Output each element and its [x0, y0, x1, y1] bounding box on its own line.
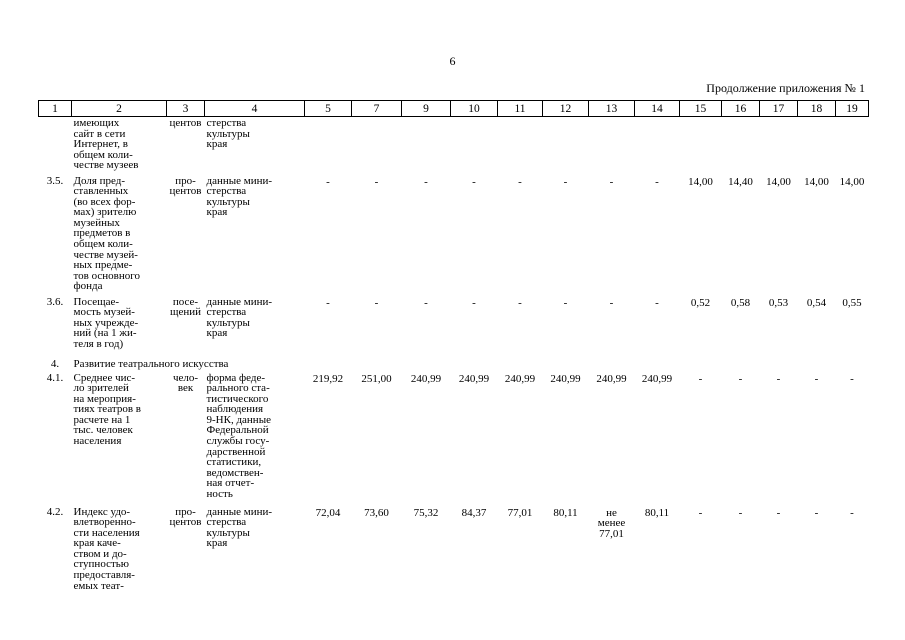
column-header-17: 17 — [760, 101, 798, 117]
value-col-11: 240,99 — [504, 372, 536, 385]
value-col-11: - — [518, 296, 522, 309]
value-col-17 — [760, 117, 798, 175]
value-col-16: - — [738, 372, 743, 385]
section-row — [39, 358, 869, 372]
table-row — [39, 372, 869, 506]
value-col-19: - — [850, 372, 854, 385]
value-col-16: 0,58 — [730, 296, 751, 309]
column-header-4: 4 — [205, 101, 305, 117]
value-col-7: - — [374, 175, 379, 188]
column-header-12: 12 — [543, 101, 589, 117]
column-header-11: 11 — [498, 101, 543, 117]
unit-of-measure: чело- век — [172, 371, 199, 395]
column-header-19: 19 — [836, 101, 869, 117]
value-col-7: 73,60 — [364, 506, 389, 519]
value-col-15: - — [698, 506, 703, 519]
value-col-12: 80,11 — [553, 506, 578, 519]
value-col-9: - — [424, 296, 428, 309]
indicator-name: имеющих сайт в сети Интернет, в общем коли- честве музеев — [73, 117, 139, 172]
value-col-10 — [451, 117, 498, 175]
column-header-14: 14 — [635, 101, 680, 117]
indicator-name: Индекс удо- влетвореннo- сти населения края каче- ством и до- ступностью предоставля- емых теат- — [73, 505, 140, 592]
column-header-5: 5 — [305, 101, 352, 117]
unit-of-measure: посе- щений — [169, 295, 201, 319]
value-col-13 — [589, 117, 635, 175]
value-col-13: - — [609, 296, 614, 309]
indicators-table — [38, 100, 869, 601]
value-col-5: 219,92 — [312, 372, 344, 385]
value-col-15: 0,52 — [690, 296, 711, 309]
table-body — [39, 117, 869, 601]
table-row — [39, 296, 869, 358]
value-col-17: - — [776, 372, 781, 385]
value-col-14: - — [655, 296, 659, 309]
value-col-12 — [543, 117, 589, 175]
value-col-19 — [836, 117, 869, 175]
value-col-18: 0,54 — [806, 296, 827, 309]
value-col-7 — [352, 117, 402, 175]
value-col-18: - — [814, 506, 819, 519]
table-row — [39, 175, 869, 296]
value-col-5: 72,04 — [315, 506, 341, 519]
page-number: 6 — [449, 54, 456, 68]
row-number: 3.6. — [46, 295, 64, 308]
value-col-15: 14,00 — [688, 175, 713, 188]
unit-of-measure: про- центов — [169, 174, 202, 198]
value-col-19: 0,55 — [842, 296, 862, 309]
column-header-15: 15 — [680, 101, 722, 117]
value-col-5: - — [326, 296, 330, 309]
indicator-name: Среднее чис- ло зрителей на мероприя- тиях театров в расчете на 1 тыс. человек населения — [73, 371, 142, 448]
unit-of-measure: про- центов — [169, 505, 202, 529]
value-col-17: 0,53 — [768, 296, 789, 309]
row-number: 4.2. — [46, 505, 64, 518]
value-col-13: - — [609, 175, 614, 188]
column-header-9: 9 — [402, 101, 451, 117]
row-number — [39, 117, 72, 175]
value-col-14: 240,99 — [641, 372, 673, 385]
data-source: данные мини- стерства культуры края — [206, 295, 273, 340]
value-col-13: 240,99 — [596, 372, 627, 385]
column-header-18: 18 — [798, 101, 836, 117]
value-col-15: - — [698, 372, 703, 385]
value-col-11: 77,01 — [507, 506, 533, 519]
column-header-16: 16 — [722, 101, 760, 117]
value-col-7: 251,00 — [361, 372, 392, 385]
data-source: форма феде- рального ста- тистического наблюдения 9-НК, данные Федеральной службы госу- дарственной статистики, ведомствен- ная отчет- ность — [206, 371, 271, 501]
value-col-9 — [402, 117, 451, 175]
value-col-9: 240,99 — [410, 372, 442, 385]
value-col-13: не менее 77,01 — [597, 506, 626, 540]
column-header-10: 10 — [451, 101, 498, 117]
header-row — [39, 101, 869, 117]
value-col-18: 14,00 — [804, 175, 829, 188]
value-col-10: 240,99 — [458, 372, 490, 385]
column-header-2: 2 — [72, 101, 167, 117]
unit-of-measure: центов — [169, 117, 202, 129]
column-header-13: 13 — [589, 101, 635, 117]
section-title: Развитие театрального искусства — [73, 357, 229, 370]
value-col-16: 14,40 — [728, 175, 753, 188]
row-number: 4.1. — [46, 371, 64, 384]
value-col-14 — [635, 117, 680, 175]
appendix-continuation-label: Продолжение приложения № 1 — [706, 81, 865, 95]
value-col-7: - — [374, 296, 379, 309]
table-row — [39, 117, 869, 175]
value-col-10: - — [472, 296, 476, 309]
value-col-18: - — [814, 372, 819, 385]
value-col-11 — [498, 117, 543, 175]
value-col-19: - — [850, 506, 854, 519]
table-row — [39, 506, 869, 601]
indicator-name: Доля пред- ставленных (во всех фор- мах) зрителю музейных предметов в общем коли- честве музей- ных предме- тов основного фонда — [73, 174, 140, 293]
value-col-9: - — [424, 175, 428, 188]
data-source: данные мини- стерства культуры края — [206, 174, 273, 219]
indicator-name: Посещае- мость музей- ных учрежде- ний (на 1 жи- теля в год) — [73, 295, 139, 350]
value-col-16 — [722, 117, 760, 175]
value-col-17: - — [776, 506, 781, 519]
value-col-16: - — [738, 506, 743, 519]
row-number: 3.5. — [46, 174, 64, 187]
value-col-19: 14,00 — [839, 175, 865, 188]
data-source: данные мини- стерства культуры края — [206, 505, 273, 550]
value-col-5 — [305, 117, 352, 175]
column-header-3: 3 — [167, 101, 205, 117]
value-col-12: - — [563, 175, 568, 188]
value-col-11: - — [518, 175, 522, 188]
value-col-18 — [798, 117, 836, 175]
value-col-14: - — [655, 175, 659, 188]
value-col-10: - — [472, 175, 476, 188]
column-header-7: 7 — [352, 101, 402, 117]
value-col-14: 80,11 — [644, 506, 670, 519]
value-col-15 — [680, 117, 722, 175]
value-col-17: 14,00 — [766, 175, 791, 188]
value-col-9: 75,32 — [413, 506, 439, 519]
data-source: стерства культуры края — [206, 117, 250, 151]
value-col-12: - — [563, 296, 568, 309]
column-header-1: 1 — [39, 101, 72, 117]
value-col-10: 84,37 — [461, 506, 487, 519]
value-col-12: 240,99 — [550, 372, 581, 385]
value-col-5: - — [326, 175, 330, 188]
row-number: 4. — [50, 357, 60, 370]
